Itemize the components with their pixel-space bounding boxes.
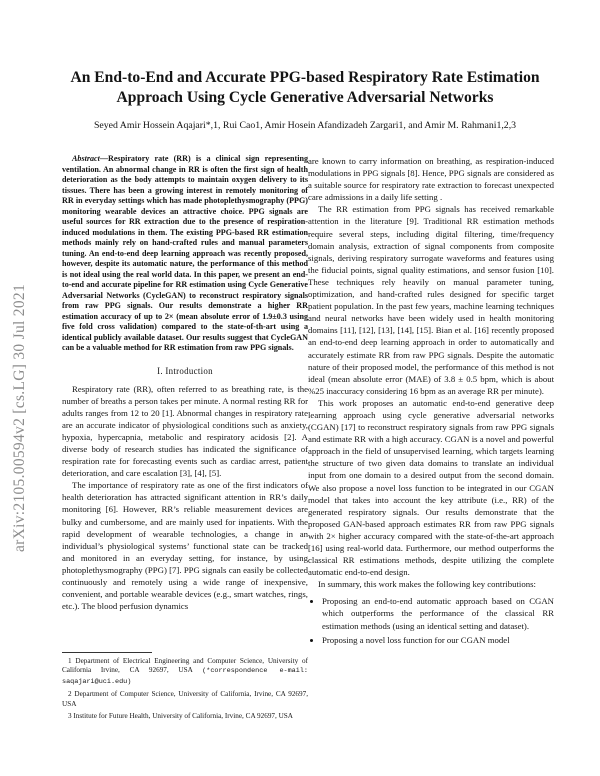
contribution-item: • Proposing an end-to-end automatic approach based on CGAN which outperforms the performance of the classical RR estimation methods (using an identical setting and dataset). bbox=[322, 595, 554, 631]
title-line-1: An End-to-End and Accurate PPG-based Respiratory Rate Estimation bbox=[70, 69, 540, 86]
footnote-2 bbox=[62, 690, 308, 709]
footnote-2-text: 2 Department of Computer Science, University of California, Irvine, CA 92697, USA bbox=[62, 690, 308, 708]
author-list: Seyed Amir Hossein Aqajari*,1, Rui Cao1, Amir Hosein Afandizadeh Zargari1, and Amir M. Rahmani1,2,3 bbox=[93, 120, 517, 131]
section-heading-text: I. Introduction bbox=[157, 365, 213, 376]
body-paragraph: In summary, this work makes the following key contributions: bbox=[318, 579, 536, 590]
abstract-text: —Respiratory rate (RR) is a clinical sign representing ventilation. An abnormal change in RR is often the first sign of health deterioration as the body attempts to maintain oxygen delivery to its tissues. There has been a growing interest in remotely monitoring of RR in everyday settings which has made photoplethysmography (PPG) monitoring wearable devices an attractive choice. PPG signals are useful sources for RR extraction due to the presence of respiration-induced modulations in them. The existing PPG-based RR estimation methods mainly rely on hand-crafted rules and manual parameters tuning. An end-to-end deep learning approach was recently proposed, however, despite its automatic nature, the performance of this method is not ideal using the real world data. In this paper, we present an end-to-end and accurate pipeline for RR estimation using Cycle Generative Adversarial Networks (CycleGAN) to reconstruct respiratory signals from raw PPG signals. Our results demonstrate a higher RR estimation accuracy of up to 2× (mean absolute error of 1.9±0.3 using five fold cross validation) compared to the state-of-th-art using a identical publicly available dataset. Our results suggest that CycleGAN can be a valuable method for RR estimation from raw PPG signals. bbox=[62, 154, 308, 352]
footnote-1-email: (*correspondence e-mail: saqajari@uci.edu) bbox=[62, 667, 308, 686]
body-paragraph: The RR estimation from PPG signals has received remarkable attention in the literature [9]. Traditional RR estimation methods require several steps, including digital filtering, time/frequency domain analysis, extraction of signal components from composite signals, deriving respiratory surrogate waveforms and features using the fiducial points, signal quality estimations, and sensor fusion [10]. These techniques rely heavily on manual parameter tuning, optimization, and hand-crafted rules designed for specific target patient population. In the past few years, machine learning techniques and neural networks have been widely used in health monitoring domains [11], [12], [13], [14], [15]. Bian et al. [16] recently proposed an end-to-end deep learning approach in order to automatically and accurately estimate RR from raw PPG signals. Despite the automatic nature of their proposed model, the performance of this method is not ideal (mean absolute error (MAE) of 3.8 ± 0.5 bpm, which is about %25 inaccuracy considering 16 bpm as an average RR per minute). bbox=[308, 204, 554, 396]
footnote-rule bbox=[62, 652, 152, 653]
right-column bbox=[308, 155, 554, 648]
body-paragraph: This work proposes an automatic end-to-end generative deep learning approach using cycle generative adversarial networks (CGAN) [17] to reconstruct respiratory signals from raw PPG signals and estimate RR with a high accuracy. CGAN is a novel and powerful approach in the field of unsupervised learning, which targets learning the structure of two given data domains to translate an individual input from one domain to a desired output from the second domain. We also propose a novel loss function to be integrated in our CGAN model that takes into account the key attribute (i.e., RR) of the generated respiratory signals. Our results demonstrate that the proposed GAN-based approach estimates RR from raw PPG signals with 2× higher accuracy compared with the state-of-the-art approach [16] using real-world data. Furthermore, our method outperforms the classical RR estimations methods, despite utilizing the complete automatic end-to-end design. bbox=[308, 397, 554, 578]
arxiv-stamp-text: arXiv:2105.00594v2 [cs.LG] 30 Jul 2021 bbox=[11, 284, 28, 552]
left-column bbox=[62, 154, 308, 612]
footnote-3-text: 3 Institute for Future Health, University of California, Irvine, CA 92697, USA bbox=[68, 712, 293, 721]
footnote-3 bbox=[62, 712, 308, 721]
footnote-1-text: 1 Department of Electrical Engineering and Computer Science, University of California Irvine, CA 92697, USA bbox=[62, 657, 308, 675]
paper-title bbox=[50, 68, 560, 108]
abstract-paragraph bbox=[62, 154, 308, 354]
section-heading-introduction bbox=[62, 366, 308, 376]
contribution-item: • Proposing a novel loss function for our CGAN model bbox=[322, 634, 554, 646]
intro-paragraph: The importance of respiratory rate as one of the first indicators of health deterioration has attracted significant attention in RR’s daily monitoring [6]. However, RR’s reliable measurement devices are bulky and cumbersome, and are mainly used for inpatients. With the rapid development of wearable technologies, a change in an individual’s physiological systems’ functional state can be tracked and monitored in an everyday setting, for instance, by using photoplethysmography (PPG) [7]. PPG signals can easily be collected continuously and remotely using a wide range of inexpensive, convenient, and portable wearable devices (e.g., smart watches, rings, etc.). The blood perfusion dynamics bbox=[62, 480, 308, 612]
footnote-1 bbox=[62, 657, 308, 687]
contribution-list bbox=[308, 595, 554, 645]
footnotes bbox=[62, 652, 308, 724]
abstract bbox=[62, 154, 308, 354]
arxiv-stamp bbox=[0, 268, 40, 568]
abstract-label: Abstract bbox=[72, 154, 100, 163]
body-paragraph: are known to carry information on breathing, as respiration-induced modulations in PPG signals [8]. Hence, PPG signals are considered as a suitable source for respiratory rate extraction to forecast unexpected care admissions in a daily life setting . bbox=[308, 156, 554, 203]
title-line-2: Approach Using Cycle Generative Adversarial Networks bbox=[116, 89, 494, 106]
intro-paragraph: Respiratory rate (RR), often referred to as breathing rate, is the number of breaths a person takes per minute. A normal resting RR for adults ranges from 12 to 20 [1]. Abnormal changes in respiratory rate are an accurate indicator of physiological conditions such as anxiety, hypoxia, hypercapnia, metabolic and respiratory acidosis [2]. A diverse body of research studies has indicated the significance of respiration rate for forecasting events such as cardiac arrest, patient deterioration, and care escalation [3], [4], [5]. bbox=[62, 383, 308, 479]
